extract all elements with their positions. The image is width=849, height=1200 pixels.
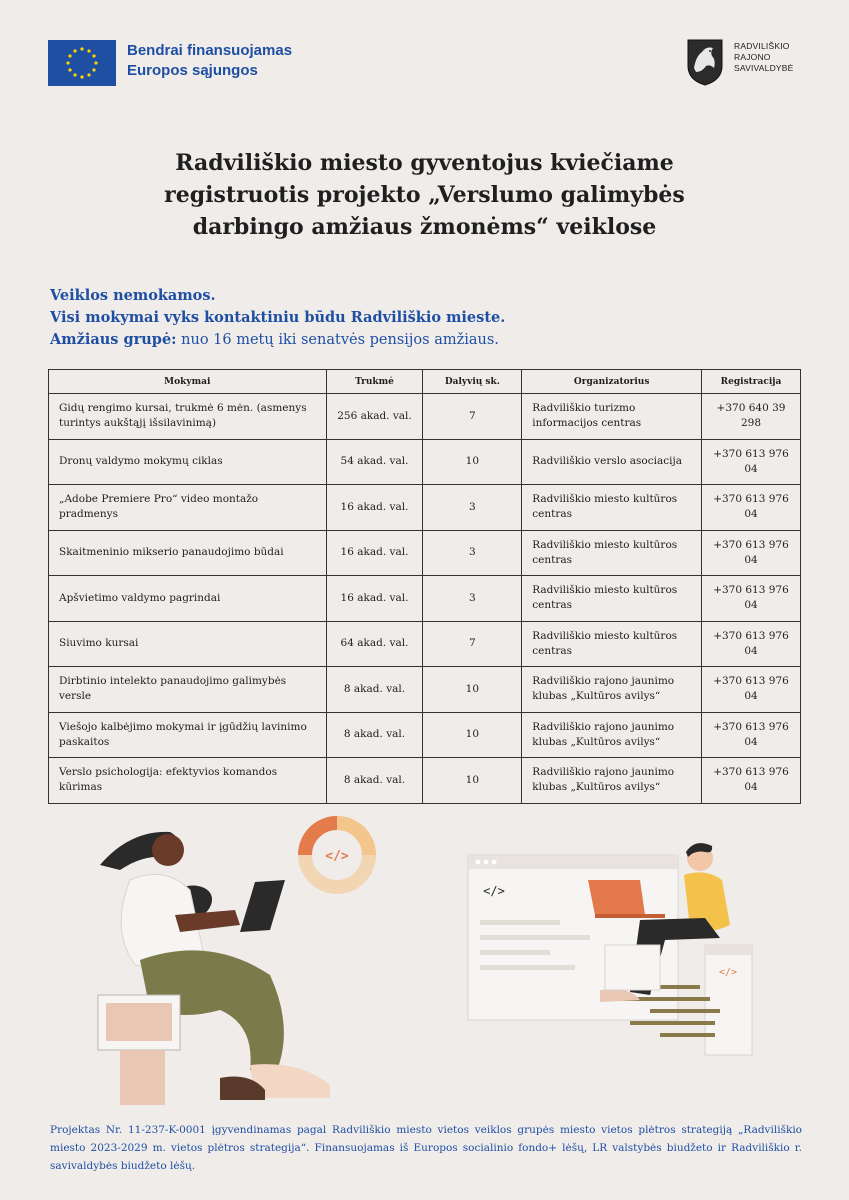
- age-group-note: Amžiaus grupė: nuo 16 metų iki senatvės pensijos amžiaus.: [50, 331, 499, 348]
- free-activities-note: Veiklos nemokamos.: [50, 287, 216, 304]
- course-registration-phone[interactable]: +370 613 976 04: [702, 621, 801, 667]
- course-participants: 3: [423, 576, 522, 622]
- footer-note: Projektas Nr. 11-237-K-0001 įgyvendinamas pagal Radviliškio miesto vietos veiklos grupės miesto vietos plėtros strategiją „Radviliškio miesto 2023-2029 m. vietos plėtros strategija“. Finansuojamas iš Europos socialinio fondo+ lėšų, LR valstybės biudžeto ir Radviliškio r. savivaldybės biudžeto lėšų.: [50, 1124, 802, 1172]
- column-header-registration: Registracija: [702, 370, 801, 394]
- courses-table: [48, 369, 801, 804]
- course-participants: 7: [423, 394, 522, 440]
- code-donut-icon: [305, 823, 369, 887]
- course-registration-phone[interactable]: +370 613 976 04: [702, 712, 801, 758]
- course-duration: 16 akad. val.: [326, 576, 423, 622]
- course-name: Gidų rengimo kursai, trukmė 6 mėn. (asmenys turintys aukštąjį išsilavinimą): [49, 394, 327, 440]
- course-organizer: Radviliškio verslo asociacija: [522, 439, 702, 485]
- eu-flag-icon: [48, 40, 116, 86]
- course-organizer: Radviliškio rajono jaunimo klubas „Kultūros avilys“: [522, 667, 702, 713]
- course-name: „Adobe Premiere Pro“ video montažo pradmenys: [49, 485, 327, 531]
- intro-section: [50, 285, 810, 351]
- code-symbol: </>: [325, 849, 349, 864]
- course-participants: 10: [423, 758, 522, 804]
- course-organizer: Radviliškio rajono jaunimo klubas „Kultūros avilys“: [522, 712, 702, 758]
- course-duration: 64 akad. val.: [326, 621, 423, 667]
- course-name: Skaitmeninio mikserio panaudojimo būdai: [49, 530, 327, 576]
- contact-mode-note: Visi mokymai vyks kontaktiniu būdu Radviliškio mieste.: [50, 309, 506, 326]
- table-row: [49, 621, 801, 667]
- column-header-course: Mokymai: [49, 370, 327, 394]
- table-row: [49, 667, 801, 713]
- course-name: Dirbtinio intelekto panaudojimo galimybės versle: [49, 667, 327, 713]
- table-row: [49, 576, 801, 622]
- course-duration: 8 akad. val.: [326, 758, 423, 804]
- table-header-row: [49, 370, 801, 394]
- course-organizer: Radviliškio turizmo informacijos centras: [522, 394, 702, 440]
- table-row: [49, 394, 801, 440]
- course-organizer: Radviliškio miesto kultūros centras: [522, 530, 702, 576]
- course-duration: 54 akad. val.: [326, 439, 423, 485]
- course-name: Siuvimo kursai: [49, 621, 327, 667]
- illustration: [0, 810, 849, 1110]
- course-organizer: Radviliškio miesto kultūros centras: [522, 621, 702, 667]
- course-registration-phone[interactable]: +370 613 976 04: [702, 530, 801, 576]
- course-name: Verslo psichologija: efektyvios komandos kūrimas: [49, 758, 327, 804]
- column-header-duration: Trukmė: [326, 370, 423, 394]
- woman-laptop-illustration: [98, 832, 330, 1105]
- eu-funding-label: Bendrai finansuojamas Europos sąjungos: [127, 42, 293, 79]
- page-title: Radviliškio miesto gyventojus kviečiame registruotis projekto „Verslumo galimybės darbingo amžiaus žmonėms“ veiklose: [164, 150, 685, 240]
- course-duration: 8 akad. val.: [326, 712, 423, 758]
- course-organizer: Radviliškio rajono jaunimo klubas „Kultūros avilys“: [522, 758, 702, 804]
- course-name: Dronų valdymo mokymų ciklas: [49, 439, 327, 485]
- table-row: [49, 758, 801, 804]
- course-duration: 16 akad. val.: [326, 485, 423, 531]
- table-row: [49, 439, 801, 485]
- table-row: [49, 530, 801, 576]
- code-symbol: </>: [483, 884, 505, 898]
- course-duration: 8 akad. val.: [326, 667, 423, 713]
- course-duration: 16 akad. val.: [326, 530, 423, 576]
- header: [0, 0, 849, 120]
- course-participants: 3: [423, 485, 522, 531]
- course-registration-phone[interactable]: +370 613 976 04: [702, 439, 801, 485]
- table-row: [49, 485, 801, 531]
- course-participants: 10: [423, 712, 522, 758]
- course-duration: 256 akad. val.: [326, 394, 423, 440]
- course-participants: 3: [423, 530, 522, 576]
- course-registration-phone[interactable]: +370 613 976 04: [702, 485, 801, 531]
- course-participants: 10: [423, 667, 522, 713]
- course-organizer: Radviliškio miesto kultūros centras: [522, 485, 702, 531]
- course-name: Viešojo kalbėjimo mokymai ir įgūdžių lavinimo paskaitos: [49, 712, 327, 758]
- column-header-participants: Dalyvių sk.: [423, 370, 522, 394]
- course-registration-phone[interactable]: +370 613 976 04: [702, 758, 801, 804]
- course-name: Apšvietimo valdymo pagrindai: [49, 576, 327, 622]
- code-symbol: </>: [718, 967, 738, 978]
- municipality-label: RADVILIŠKIO RAJONO SAVIVALDYBĖ: [734, 41, 794, 73]
- table-row: [49, 712, 801, 758]
- course-registration-phone[interactable]: +370 640 39 298: [702, 394, 801, 440]
- course-participants: 10: [423, 439, 522, 485]
- municipality-crest-icon: [686, 38, 724, 86]
- column-header-organizer: Organizatorius: [522, 370, 702, 394]
- course-registration-phone[interactable]: +370 613 976 04: [702, 576, 801, 622]
- course-registration-phone[interactable]: +370 613 976 04: [702, 667, 801, 713]
- course-participants: 7: [423, 621, 522, 667]
- course-organizer: Radviliškio miesto kultūros centras: [522, 576, 702, 622]
